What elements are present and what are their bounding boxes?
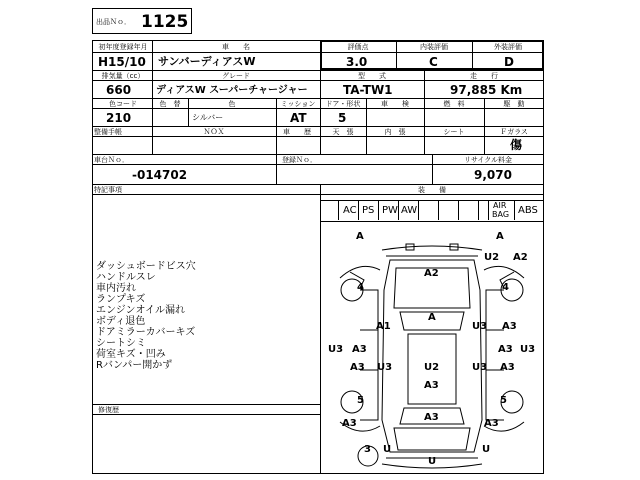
- mark-a3-right-low: A3: [500, 362, 515, 373]
- fuel-label: 燃 料: [443, 100, 465, 108]
- mark-a3-rear-right: A3: [484, 418, 499, 429]
- mark-a3-right: A3: [498, 344, 513, 355]
- seat-label: シート: [443, 128, 465, 136]
- equip-airbag-top: AIR: [493, 201, 507, 210]
- equipment-label: 装 備: [418, 186, 446, 194]
- mark-a3-left: A3: [352, 344, 367, 355]
- displacement: 660: [106, 83, 132, 97]
- maintenance-label: 整備手帳: [94, 128, 122, 136]
- chassis-number: -014702: [132, 168, 188, 182]
- mark-u3-center: U3: [377, 362, 393, 373]
- mark-u-right: U: [482, 444, 491, 455]
- mission-value: AT: [290, 111, 307, 125]
- color-label: 色: [228, 100, 236, 108]
- recycle-label: リサイクル料金: [463, 156, 513, 164]
- mark-a3-left-low: A3: [350, 362, 365, 373]
- mark-front-left: A: [356, 231, 364, 242]
- mark-a1-left: A1: [376, 321, 391, 332]
- mark-windshield: A: [428, 312, 436, 323]
- mark-a3-rear-roof: A3: [424, 412, 439, 423]
- recycle-fee: 9,070: [474, 168, 512, 182]
- headliner-label: 天 張: [332, 128, 354, 136]
- inspection-sheet: [92, 8, 544, 474]
- grade: ディアスW スーパーチャージャー: [156, 85, 308, 96]
- score-value: 3.0: [346, 55, 368, 69]
- lot-label: 出品Ｎｏ．: [96, 18, 131, 26]
- equip-aw: AW: [401, 205, 418, 216]
- tire-fl-score: 4: [357, 282, 364, 293]
- mark-front-right: A: [496, 231, 504, 242]
- interior-trim-label: 内 張: [384, 128, 406, 136]
- history-label: 車 歴: [283, 128, 311, 136]
- spare-tire-score: 3: [364, 444, 371, 455]
- note-item: シートシミ: [96, 338, 146, 349]
- equip-ps: PS: [362, 205, 375, 216]
- note-item: ランプキズ: [96, 294, 146, 305]
- car-name-label: 車 名: [222, 43, 250, 51]
- mark-u2-right: U2: [484, 252, 500, 263]
- color-value: シルバー: [192, 113, 224, 122]
- note-item: 車内汚れ: [96, 283, 136, 294]
- repair-label: 修復歴: [98, 406, 119, 414]
- equip-ac: AC: [343, 205, 357, 216]
- color-code: 210: [106, 111, 132, 125]
- interior-value: C: [429, 55, 438, 69]
- note-item: Rバンパー開かず: [96, 360, 173, 371]
- notes-label: 特記事項: [94, 186, 122, 194]
- exterior-eval-label: 外装評価: [494, 43, 522, 51]
- mark-a3-rear-left: A3: [342, 418, 357, 429]
- note-item: エンジンオイル漏れ: [96, 305, 185, 316]
- model-label: 型 式: [358, 72, 386, 80]
- mark-u3-right-low: U3: [472, 362, 488, 373]
- mark-a3-right-outer: A3: [502, 321, 517, 332]
- note-item: ハンドルスレ: [96, 272, 156, 283]
- glass-value: 傷: [510, 138, 523, 152]
- mileage: 97,885 Km: [450, 83, 523, 97]
- car-name: サンバーディアスW: [158, 55, 256, 68]
- grade-label: グレード: [222, 72, 250, 80]
- mileage-label: 走 行: [470, 72, 498, 80]
- mark-u-bottom: U: [428, 456, 437, 467]
- mission-label: ミッション: [280, 100, 316, 108]
- tire-fr-score: 4: [502, 282, 509, 293]
- interior-eval-label: 内装評価: [420, 43, 448, 51]
- note-item: 荷室キズ・凹み: [96, 349, 166, 360]
- registration-label: 登録Ｎｏ．: [282, 156, 317, 164]
- equip-abs: ABS: [518, 205, 538, 216]
- mark-hood: A2: [424, 268, 439, 279]
- mark-u3-right-outer: U3: [520, 344, 536, 355]
- nox-label: ＮＯＸ: [203, 128, 225, 136]
- mark-u2-center: U2: [424, 362, 440, 373]
- note-item: ドアミラーカバーキズ: [96, 327, 196, 338]
- model-code: TA-TW1: [343, 83, 393, 97]
- tire-rl-score: 5: [357, 395, 364, 406]
- drive-label: 駆 動: [503, 100, 525, 108]
- color-code-label: 色コード: [109, 100, 137, 108]
- mark-a3-center-low: A3: [424, 380, 439, 391]
- mark-u3-left-outer: U3: [328, 344, 344, 355]
- exterior-value: D: [504, 55, 514, 69]
- mark-u3-right-inner: U3: [472, 321, 488, 332]
- lot-number: 1125: [141, 12, 189, 32]
- notes-list: [96, 261, 196, 371]
- mark-u-left: U: [383, 444, 392, 455]
- equip-pw: PW: [382, 205, 398, 216]
- chassis-label: 車台Ｎｏ．: [94, 156, 129, 164]
- note-item: ダッシュボードビス穴: [96, 261, 196, 272]
- displacement-label: 排気量（cc）: [101, 72, 145, 80]
- first-registration: H15/10: [98, 55, 146, 69]
- note-item: ボディ退色: [96, 316, 146, 327]
- equip-airbag-bottom: BAG: [492, 210, 510, 219]
- door-value: 5: [338, 111, 347, 125]
- glass-label: Ｆガラス: [500, 128, 528, 136]
- year-label: 初年度登録年月: [98, 43, 148, 51]
- color-change-label: 色 替: [159, 100, 181, 108]
- tire-rr-score: 5: [500, 395, 507, 406]
- mark-a2-right: A2: [513, 252, 528, 263]
- score-label: 評価点: [347, 43, 369, 51]
- inspection-label: 車 検: [381, 100, 409, 108]
- door-label: ドア・形状: [325, 100, 361, 108]
- lot-number-box: [92, 8, 192, 34]
